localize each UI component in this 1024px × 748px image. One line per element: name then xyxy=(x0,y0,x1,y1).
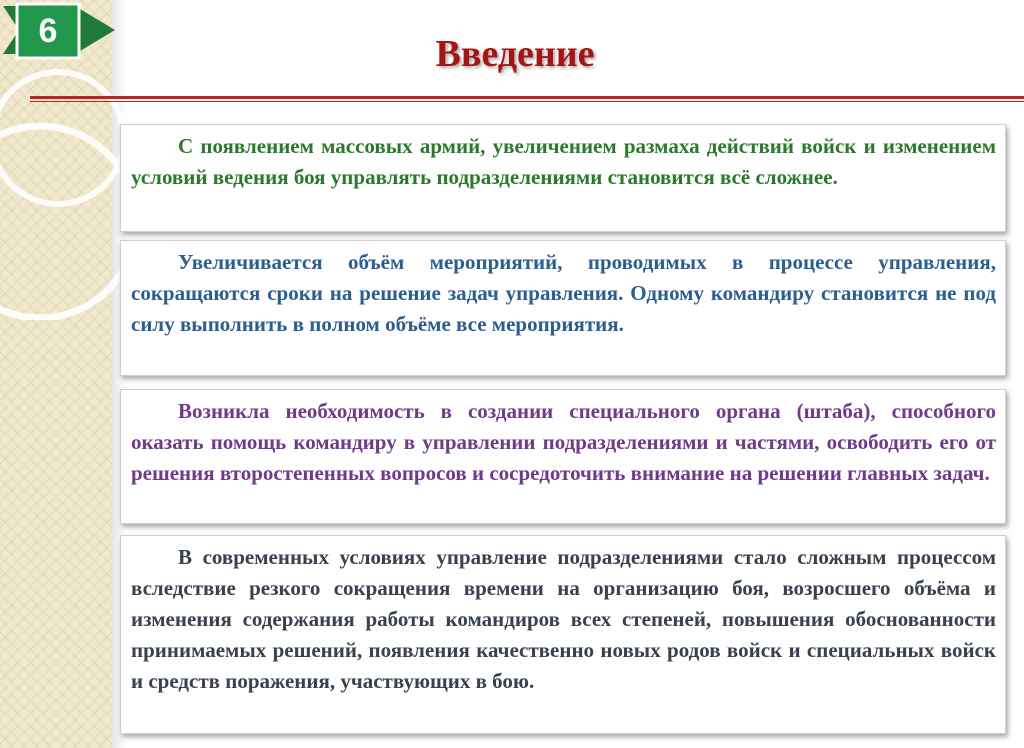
text-box-1: С появлением массовых армий, увеличением размаха действий войск и изменением условий ведения боя управлять подразделениями становится всё сложнее. xyxy=(120,124,1006,232)
title-rule-thin xyxy=(30,101,1024,102)
slide-number-badge xyxy=(3,2,115,60)
text-box-2: Увеличивается объём мероприятий, проводимых в процессе управления, сокращаются сроки на решение задач управления. Одному командиру становится не под силу выполнить в полном объёме все мероприятия. xyxy=(120,240,1006,376)
title-rule xyxy=(30,96,1024,99)
page-title: Введение xyxy=(435,33,595,75)
slide-number: 6 xyxy=(38,12,58,50)
text-box-4: В современных условиях управление подразделениями стало сложным процессом вследствие резкого сокращения времени на организацию боя, возросшего объёма и изменения содержания работы командиров всех степеней, повышения обоснованности принимаемых решений, появления качественно новых родов войск и специальных войск и средств поражения, участвующих в бою. xyxy=(120,535,1006,734)
text-box-3: Возникла необходимость в создании специального органа (штаба), способного оказать помощь командиру в управлении подразделениями и частями, освободить его от решения второстепенных вопросов и сосредоточить внимание на решении главных задач. xyxy=(120,389,1006,524)
